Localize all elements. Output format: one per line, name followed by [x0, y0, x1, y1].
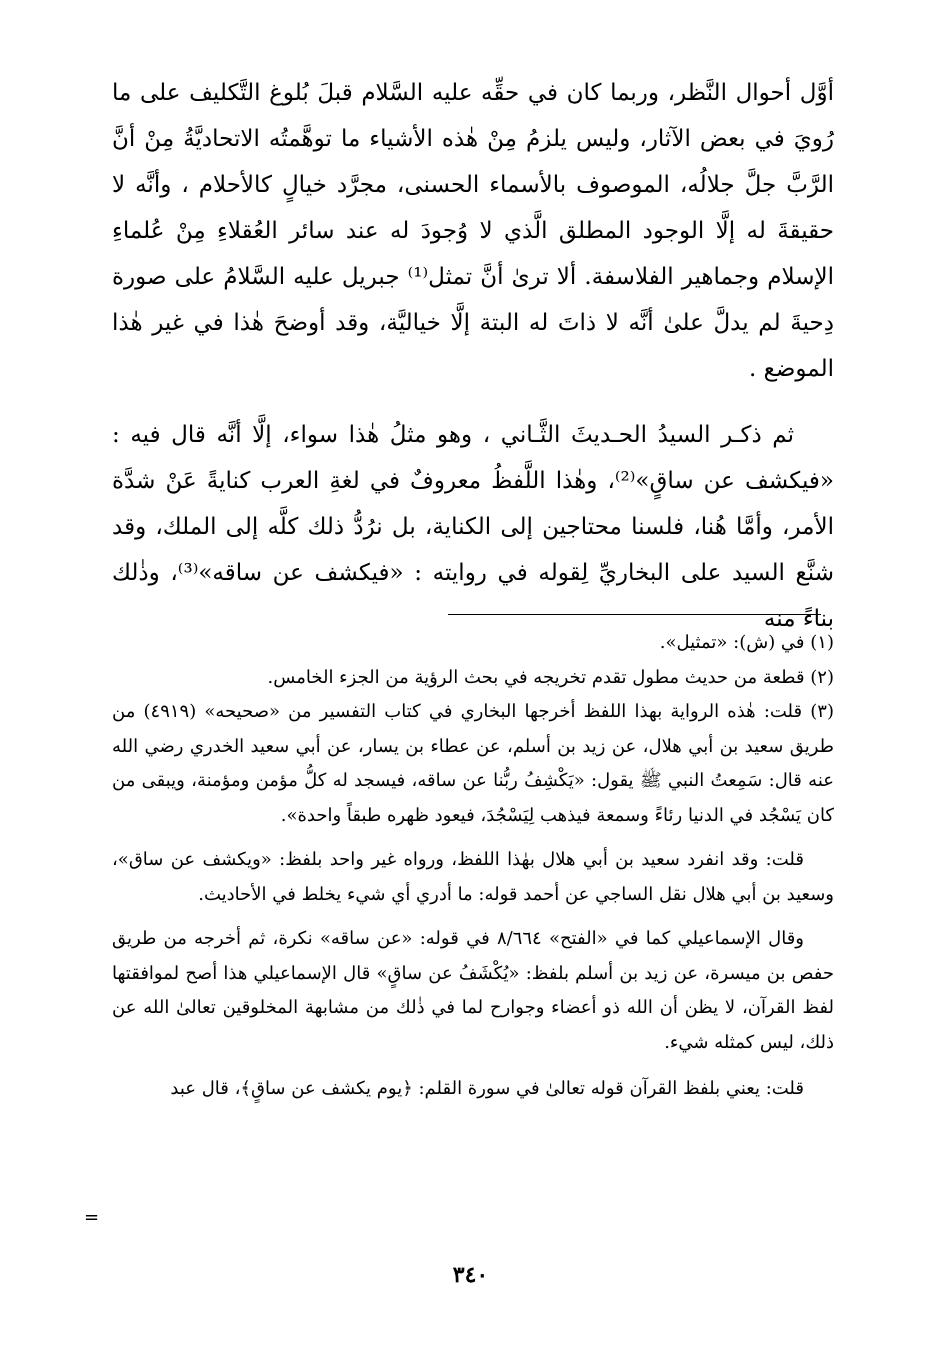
footnotes	[112, 626, 834, 1107]
continuation-mark: =	[84, 1207, 100, 1228]
footnote-3-quran: قلت: يعني بلفظ القرآن قوله تعالىٰ في سورة القلم: ﴿يوم يكشف عن ساقٍ﴾، قال عبد	[170, 1078, 804, 1099]
main-paragraph-2: ثم ذكـر السيدُ الحـديثَ الثَّـاني ، وهو مثلُ هٰذا سواء، إلَّا أنَّه قال فيه : «فيكشف عن ساقٍ»⁽²⁾، وهٰذا اللَّفظُ معروفٌ في لغةِ العرب كنايةً عَنْ شدَّة الأمر، وأمَّا هُنا، فلسنا محتاجين إلى الكناية، بل نرُدُّ ذلك كلَّه إلى الملك، وقد شنَّع السيد على البخاريِّ لِقوله في روايته : «فيكشف عن ساقه»⁽³⁾، وذٰلك بناءً منه	[112, 422, 835, 632]
main-text	[112, 70, 834, 642]
footnote-3-comment: قلت: وقد انفرد سعيد بن أبي هلال بهٰذا اللفظ، ورواه غير واحد بلفظ: «ويكشف عن ساق»، وسعيد بن أبي هلال نقل الساجي عن أحمد قوله: ما أدري أي شيء يخلط في الأحاديث.	[112, 849, 834, 905]
footnote-separator	[448, 614, 821, 615]
footnote-3: (٣) قلت: هٰذه الرواية بهذا اللفظ أخرجها البخاري في كتاب التفسير من «صحيحه» (٤٩١٩) من طريق سعيد بن أبي هلال، عن زيد بن أسلم، عن عطاء بن يسار، عن أبي سعيد الخدري رضي الله عنه قال: سَمِعتُ النبي ﷺ يقول: «يَكْشِفُ ربُّنا عن ساقه، فيسجد له كلُّ مؤمن ومؤمنة، ويبقى من كان يَسْجُد في الدنيا رئاءً وسمعة فيذهب لِيَسْجُدَ، فيعود ظهره طبقاً واحدة».	[112, 701, 834, 826]
main-paragraph-1: أوَّل أحوال النَّظر، وربما كان في حقِّه عليه السَّلام قبلَ بُلوغ التَّكليف على ما رُويَ في بعض الآثار، وليس يلزمُ مِنْ هٰذه الأشياء ما توهَّمتُه الاتحاديَّةُ مِنْ أنَّ الرَّبَّ جلَّ جلالُه، الموصوف بالأسماء الحسنى، مجرَّد خيالٍ كالأحلام ، وأنَّه لا حقيقةَ له إلَّا الوجود المطلق الَّذي لا وُجودَ له عند سائر العُقلاءِ مِنْ عُلماءِ الإسلام وجماهير الفلاسفة. ألا ترىٰ أنَّ تمثل⁽¹⁾ جبريل عليه السَّلامُ على صورة دِحيةَ لم يدلَّ علىٰ أنَّه لا ذاتَ له البتة إلَّا خياليَّة، وقد أوضحَ هٰذا في غير هٰذا الموضع .	[112, 80, 834, 382]
footnote-3-ismaili: وقال الإسماعيلي كما في «الفتح» ٨/٦٦٤ في قوله: «عن ساقه» نكرة، ثم أخرجه من طريق حفص بن ميسرة، عن زيد بن أسلم بلفظ: «يُكْشَفُ عن ساقٍ» قال الإسماعيلي هذا أصح لموافقتها لفظ القرآن، لا يظن أن الله ذو أعضاء وجوارح لما في ذٰلك من مشابهة المخلوقين تعالىٰ الله عن ذلك، ليس كمثله شيء.	[112, 928, 834, 1053]
footnote-2: (٢) قطعة من حديث مطول تقدم تخريجه في بحث الرؤية من الجزء الخامس.	[267, 666, 834, 688]
page-number: ٣٤٠	[452, 1262, 489, 1288]
footnote-1: (١) في (ش): «تمثيل».	[659, 632, 834, 653]
